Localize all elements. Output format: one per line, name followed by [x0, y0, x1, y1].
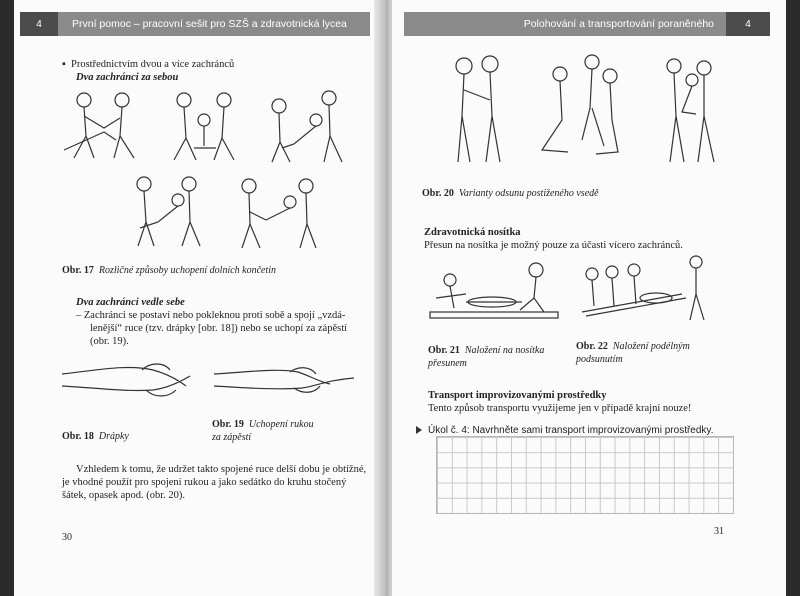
answer-grid[interactable] — [436, 436, 734, 514]
bullet-line — [62, 58, 234, 71]
chapter-number: 4 — [726, 12, 770, 36]
heading-stretcher: Zdravotnická nosítka — [424, 227, 521, 238]
fig17-label: Obr. 17 — [62, 265, 94, 276]
fig19-text-2: za zápěstí — [212, 432, 252, 443]
task-text: Úkol č. 4: Navrhněte sami transport improvizovanými prostředky. — [428, 425, 714, 436]
bullet-text: Prostřednictvím dvou a více zachránců — [70, 59, 235, 70]
right-page-header — [404, 12, 770, 36]
fig19-text-1: Uchopení rukou — [248, 419, 314, 430]
fig20-text: Varianty odsunu postiženého vsedě — [458, 188, 599, 199]
subheading-behind: Dva zachránci za sebou — [76, 72, 179, 83]
fig22-text-1: Naložení podélným — [612, 341, 690, 352]
fig22-caption — [576, 340, 690, 353]
subheading-side: Dva zachránci vedle sebe — [76, 297, 185, 308]
fig17-text: Rozličné způsoby uchopení dolních končetin — [98, 265, 277, 276]
fig17-illustration — [54, 88, 364, 258]
fig21-text-2: přesunem — [428, 358, 467, 369]
paragraph-1-line-1: – Zachránci se postaví nebo pokleknou proti sobě a spojí „vzdá- — [76, 310, 346, 321]
header-title: První pomoc – pracovní sešit pro SZŠ a zdravotnická lycea — [72, 18, 347, 30]
paragraph-2-line-1: Vzhledem k tomu, že udržet takto spojené ruce delší dobu je obtížné, — [76, 464, 367, 475]
right-page-number: 31 — [714, 526, 724, 537]
left-page-number: 30 — [62, 532, 72, 543]
fig21-illustration — [426, 258, 566, 330]
fig18-label: Obr. 18 — [62, 431, 94, 442]
arrow-icon — [416, 426, 422, 434]
left-page — [14, 0, 382, 596]
fig19-label: Obr. 19 — [212, 419, 244, 430]
paragraph-2-line-2: je vhodné použít pro spojení rukou a jako sedátko do kruhu stočený — [62, 477, 347, 488]
stretcher-text: Přesun na nosítka je možný pouze za účasti vícero zachránců. — [424, 240, 683, 251]
left-page-header — [20, 12, 370, 36]
fig21-caption — [428, 344, 544, 357]
right-page — [392, 0, 786, 596]
paragraph-1-line-3: (obr. 19). — [90, 336, 129, 347]
fig22-text-2: podsunutím — [576, 354, 623, 365]
paragraph-1-line-2: lenější“ ruce (tzv. drápky [obr. 18]) nebo se uchopí za zápěstí — [90, 323, 348, 334]
fig18-19-hands — [58, 352, 358, 408]
paragraph-2-line-3: šátek, opasek apod. (obr. 20). — [62, 490, 186, 501]
heading-improvised: Transport improvizovanými prostředky — [428, 390, 607, 401]
fig21-text-1: Naložení na nosítka — [464, 345, 545, 356]
chapter-number: 4 — [20, 12, 58, 36]
fig22-illustration — [572, 254, 722, 330]
fig18-text: Drápky — [98, 431, 129, 442]
fig20-caption — [422, 187, 599, 200]
bullet-icon: ▪ — [62, 59, 71, 70]
fig21-label: Obr. 21 — [428, 345, 460, 356]
header-title: Polohování a transportování poraněného — [523, 18, 714, 30]
improvised-text: Tento způsob transportu využijeme jen v případě krajní nouze! — [428, 403, 692, 414]
fig18-caption — [62, 430, 129, 443]
fig20-illustration — [442, 50, 742, 174]
fig20-label: Obr. 20 — [422, 188, 454, 199]
fig22-label: Obr. 22 — [576, 341, 608, 352]
fig19-caption — [212, 418, 314, 431]
fig17-caption — [62, 264, 276, 277]
